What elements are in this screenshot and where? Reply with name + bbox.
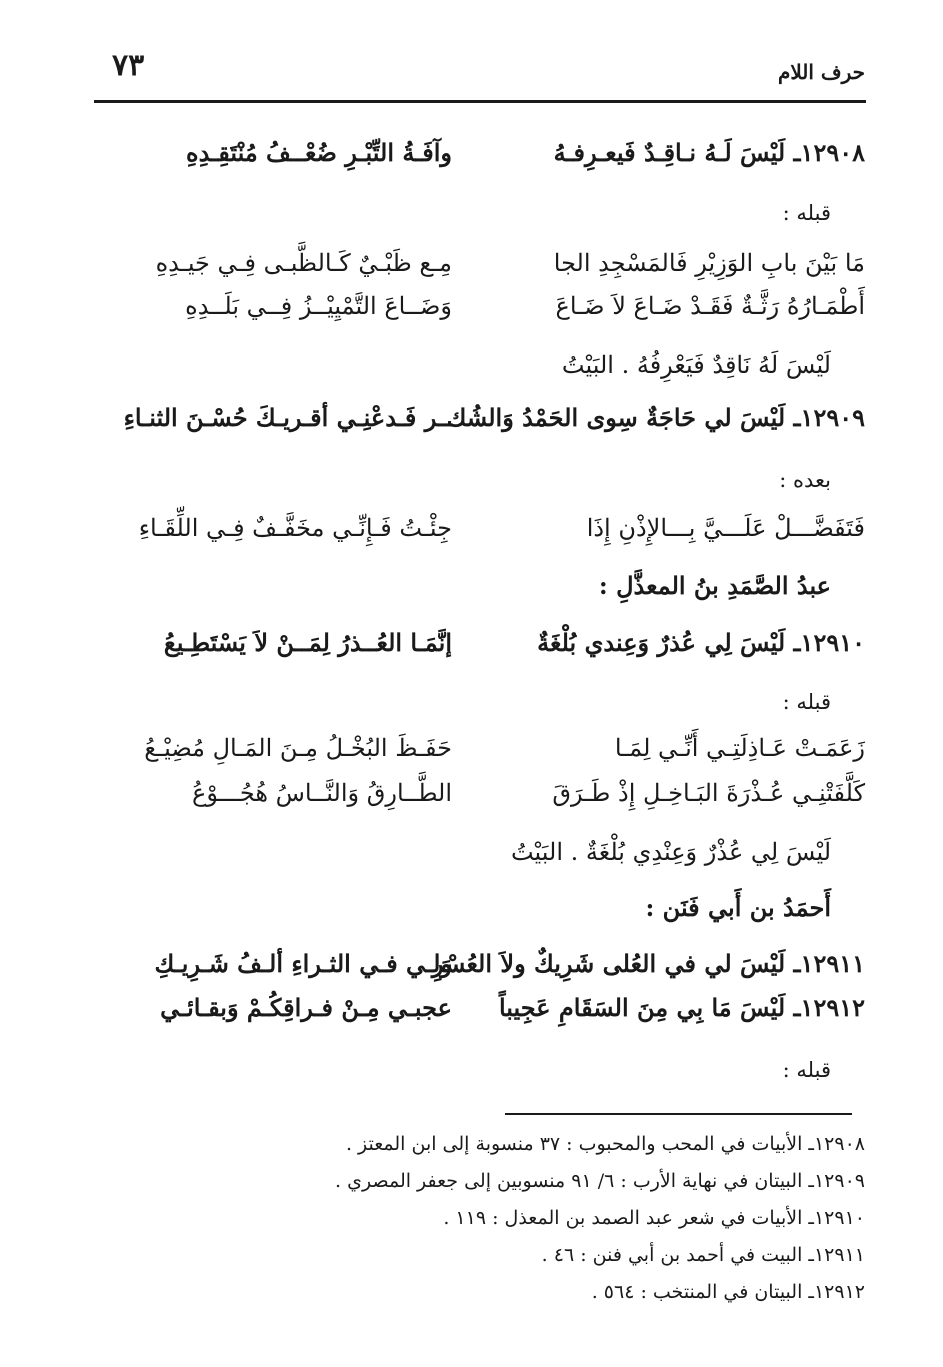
verse-line-right: مَا بَيْنَ بابِ الوَزِيْرِ فَالمَسْجِدِ الجا	[553, 249, 865, 277]
verse-line-left: مِـع ظَبْـيٌ كَـالظَّبـى فِـي جَيـدِهِ	[155, 249, 452, 277]
poet-name: عبدُ الصَّمَدِ بنُ المعذَّلِ :	[598, 571, 831, 600]
intro-before-label: قبله :	[782, 690, 831, 714]
footnote-12909: ١٢٩٠٩ـ البيتان في نهاية الأرب : ٦/ ٩١ منسوبين إلى جعفر المصري .	[335, 1170, 865, 1192]
verse-12912-second-hemistich: عجبـي مِـنْ فـراقِكُـمْ وَبقـائـي	[160, 993, 452, 1022]
intro-after-label: بعده :	[779, 468, 831, 492]
poet-name: أَحمَدُ بن أَبي فَنَن :	[645, 893, 831, 922]
verse-line-left: الطَّــارِقُ وَالنَّــاسُ هُجُـــوْعُ	[192, 779, 452, 807]
footnote-12912: ١٢٩١٢ـ البيتان في المنتخب : ٥٦٤ .	[591, 1281, 865, 1303]
verse-reference-line: لَيْسَ لِي عُذْرٌ وَعِنْدِي بُلْغَةٌ . البَيْتُ	[510, 838, 831, 866]
verse-line-right: زَعَمَـتْ عَـاذِلَتِـي أَنِّـي لِمَـا	[614, 734, 865, 762]
verse-12910-second-hemistich: إنَّمَـا العُــذرُ لِمَــنْ لاَ يَسْتَطِـيعُ	[163, 628, 452, 657]
footnote-12908: ١٢٩٠٨ـ الأبيات في المحب والمحبوب : ٣٧ منسوبة إلى ابن المعتز .	[345, 1133, 865, 1155]
footnote-12910: ١٢٩١٠ـ الأبيات في شعر عبد الصمد بن المعذل : ١١٩ .	[443, 1207, 865, 1229]
verse-line-right: كَلَّفَتْنِـي عُـذْرَةَ البَـاخِـلِ إِذْ طَـرَقَ	[552, 779, 865, 807]
verse-line-left: جِئْـتُ فَـإِنِّـي مخَفَّـفٌ فِـي اللِّقَـاءِ	[138, 514, 452, 542]
footnote-12911: ١٢٩١١ـ البيت في أحمد بن أبي فنن : ٤٦ .	[541, 1244, 865, 1266]
verse-line-left: وَضَــاعَ التَّمْيِيْــزُ فِــي بَلَــدِهِ	[185, 292, 452, 320]
verse-line-right: أَطْمَـارُهُ رَثَّـةٌ فَقَـدْ ضَـاعَ لاَ ضَـاعَ	[555, 292, 865, 320]
verse-12911-second-hemistich: وَلـي فـي الثـراءِ ألـفُ شَـرِيـكِ	[154, 949, 452, 978]
verse-12910-first-hemistich: ١٢٩١٠ـ لَيْسَ لِي عُذرٌ وَعِندي بُلْغَةٌ	[537, 628, 865, 657]
verse-12912-first-hemistich: ١٢٩١٢ـ لَيْسَ مَا بِي مِنَ السَقَامِ عَجِيباً	[498, 993, 865, 1022]
intro-before-label: قبله :	[782, 1058, 831, 1082]
verse-12909-second-hemistich: ــر فَـدعْنِـي أقـريـكَ حُسْـنَ الثنـاءِ	[123, 403, 452, 432]
chapter-title: حرف اللام	[777, 60, 865, 84]
verse-line-left: حَفَـظَ البُخْـلُ مِـنَ المَـالِ مُضِيْـعُ	[144, 734, 452, 762]
footnote-divider	[505, 1113, 852, 1115]
header-divider	[94, 100, 866, 103]
intro-before-label: قبله :	[782, 201, 831, 225]
verse-12911-first-hemistich: ١٢٩١١ـ لَيْسَ لي في العُلى شَرِيكٌ ولاَ العُسْرِ	[431, 949, 865, 978]
page-number: ٧٣	[112, 48, 145, 83]
verse-reference-line: لَيْسَ لَهُ نَاقِدٌ فَيَعْرِفُهُ . البَيْتُ	[561, 351, 831, 379]
verse-12909-first-hemistich: ١٢٩٠٩ـ لَيْسَ لي حَاجَةٌ سِوى الحَمْدُ وَالشُك	[446, 403, 865, 432]
verse-line-right: فَتَفَضَّـــلْ عَلَـــيَّ بِـــالإِذْنِ إِذَا	[586, 514, 865, 542]
verse-12908-first-hemistich: ١٢٩٠٨ـ لَيْسَ لَـهُ نـاقِـدٌ فَيعـرِفـهُ	[553, 138, 865, 167]
verse-12908-second-hemistich: وآفَـةُ التِّبْـرِ ضُعْــفُ مُنْتَقِـدِهِ	[186, 138, 452, 167]
